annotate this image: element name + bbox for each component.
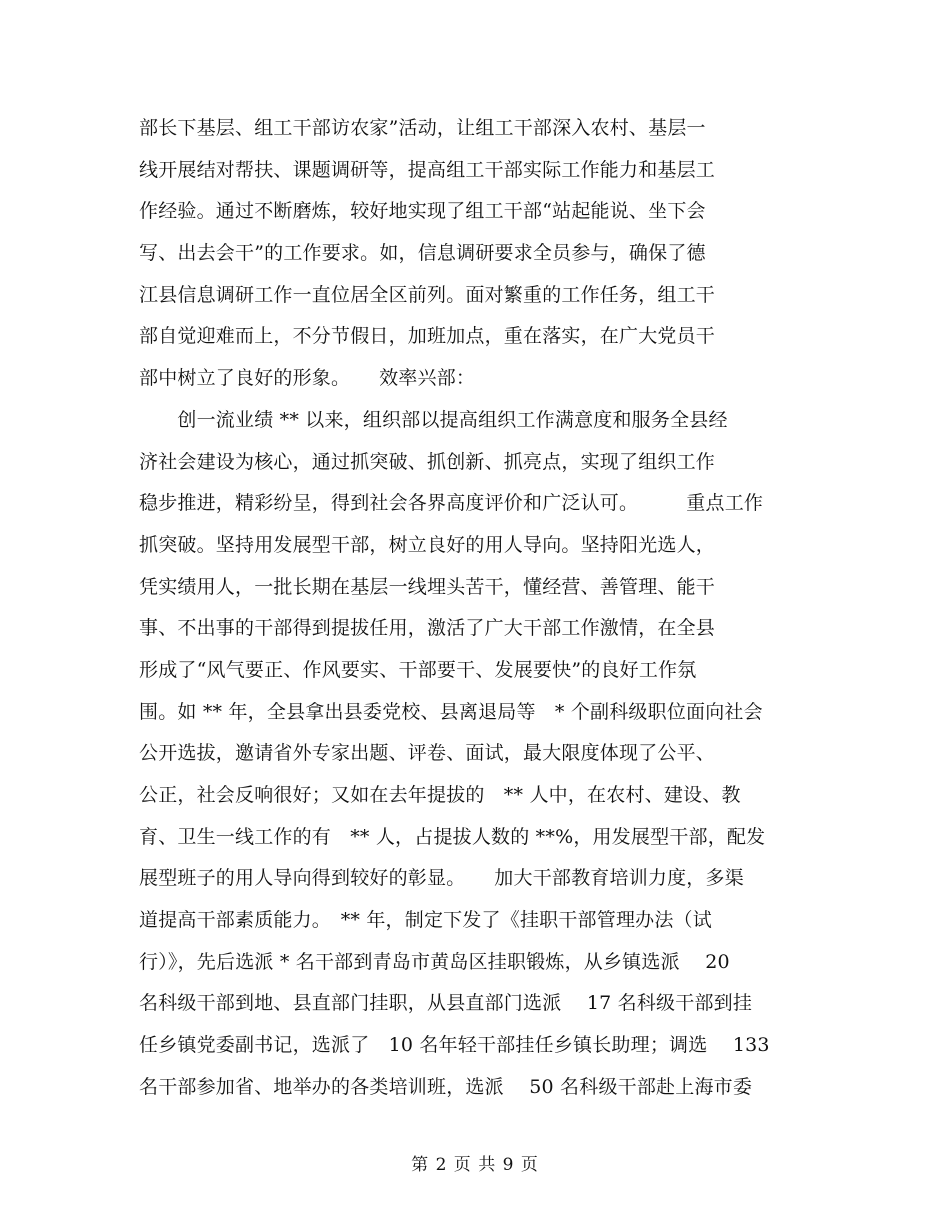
- text-line: 江县信息调研工作一直位居全区前列。面对繁重的工作任务，组工干: [139, 283, 716, 306]
- text-line: 展型班子的用人导向得到较好的彰显。 加大干部教育培训力度，多渠: [139, 867, 744, 890]
- text-line: 抓突破。坚持用发展型干部，树立良好的用人导向。坚持阳光选人，: [139, 533, 716, 556]
- text-line: 稳步推进，精彩纷呈，得到社会各界高度评价和广泛认可。 重点工作: [139, 492, 764, 515]
- text-line: 写、出去会干”的工作要求。如，信息调研要求全员参与，确保了德: [139, 242, 706, 265]
- text-line: 济社会建设为核心，通过抓突破、抓创新、抓亮点，实现了组织工作: [139, 450, 716, 473]
- text-line: 育、卫生一线工作的有 ** 人，占提拔人数的 **%，用发展型干部，配发: [139, 825, 766, 848]
- text-line: 部中树立了良好的形象。 效率兴部：: [139, 367, 476, 390]
- text-line: 作经验。通过不断磨炼，较好地实现了组工干部“站起能说、坐下会: [139, 200, 706, 223]
- text-line: 名科级干部到地、县直部门挂职，从县直部门选派 17 名科级干部到挂: [139, 992, 753, 1015]
- text-line: 线开展结对帮扶、课题调研等，提高组工干部实际工作能力和基层工: [139, 158, 716, 181]
- text-line: 形成了“风气要正、作风要实、干部要干、发展要快”的良好工作氛: [139, 658, 697, 681]
- text-line: 凭实绩用人，一批长期在基层一线埋头苦干，懂经营、善管理、能干: [139, 575, 716, 598]
- text-line: 名干部参加省、地举办的各类培训班，选派 50 名科级干部赴上海市委: [139, 1075, 753, 1098]
- text-line: 围。如 ** 年，全县拿出县委党校、县离退局等 * 个副科级职位面向社会: [139, 700, 763, 723]
- text-line: 公开选拔，邀请省外专家出题、评卷、面试，最大限度体现了公平、: [139, 742, 716, 765]
- text-line: 事、不出事的干部得到提拔任用，激活了广大干部工作激情，在全县: [139, 617, 716, 640]
- text-line: 任乡镇党委副书记，选派了 10 名年轻干部挂任乡镇长助理；调选 133: [139, 1034, 770, 1057]
- text-line: 道提高干部素质能力。 ** 年，制定下发了《挂职干部管理办法（试: [139, 909, 712, 932]
- text-line: 部长下基层、组工干部访农家”活动，让组工干部深入农村、基层一: [139, 117, 706, 139]
- text-line: 创一流业绩 ** 以来，组织部以提高组织工作满意度和服务全县经: [139, 408, 728, 431]
- text-line: 行）》，先后选派 * 名干部到青岛市黄岛区挂职锻炼，从乡镇选派 20: [139, 950, 730, 973]
- text-line: 公正，社会反响很好；又如在去年提拔的 ** 人中，在农村、建设、教: [139, 784, 741, 806]
- text-line: 部自觉迎难而上，不分节假日，加班加点，重在落实，在广大党员干: [139, 325, 716, 348]
- page-number-footer: 第 2 页 共 9 页: [411, 1155, 539, 1175]
- body-text: [139, 108, 819, 1109]
